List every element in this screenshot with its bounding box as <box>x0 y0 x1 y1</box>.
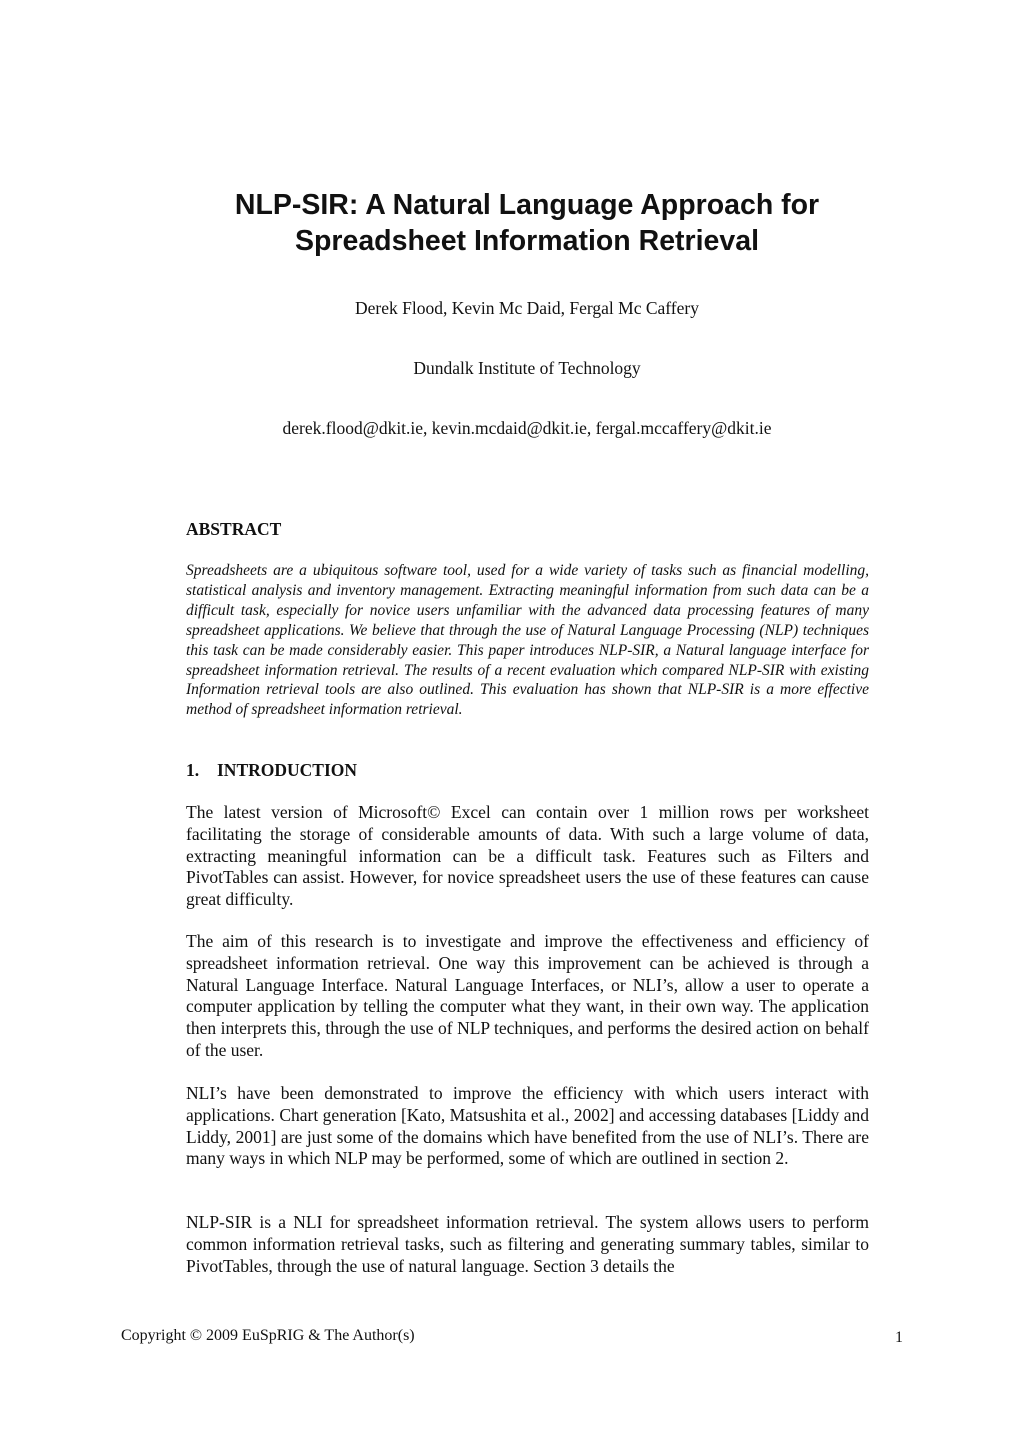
page-number: 1 <box>895 1329 903 1346</box>
intro-paragraph-2: The aim of this research is to investigate and improve the effectiveness and efficiency of spreadsheet information retrieval. One way this improvement can be achieved is through a Natural Language Interface. Natural Language Interfaces, or NLI’s, allow a user to operate a computer application by telling the computer what they want, in their own way. The application then interprets this, through the use of NLP techniques, and performs the desired action on behalf of the user. <box>186 931 869 1060</box>
title-line-2: Spreadsheet Information Retrieval <box>294 225 760 257</box>
author-list: Derek Flood, Kevin Mc Daid, Fergal Mc Caffery <box>355 298 699 318</box>
title-line-1: NLP-SIR: A Natural Language Approach for <box>234 189 820 221</box>
section-title: INTRODUCTION <box>217 760 358 780</box>
intro-paragraph-3: NLI’s have been demonstrated to improve the efficiency with which users interact with applications. Chart generation [Kato, Matsushita et al., 2002] and accessing databases [Liddy and Liddy, 2001] are just some of the domains which have benefited from the use of NLI’s. There are many ways in which NLP may be performed, some of which are outlined in section 2. <box>186 1083 869 1169</box>
intro-paragraph-1: The latest version of Microsoft© Excel can contain over 1 million rows per worksheet facilitating the storage of considerable amounts of data. With such a large volume of data, extracting meaningful information can be a difficult task. Features such as Filters and PivotTables can assist. However, for novice spreadsheet users the use of these features can cause great difficulty. <box>186 802 869 910</box>
section-number: 1. <box>186 760 200 780</box>
intro-paragraph-4: NLP-SIR is a NLI for spreadsheet information retrieval. The system allows users to perform common information retrieval tasks, such as filtering and generating summary tables, similar to PivotTables, through the use of natural language. Section 3 details the <box>186 1212 869 1276</box>
copyright-footer: Copyright © 2009 EuSpRIG & The Author(s) <box>121 1327 415 1344</box>
author-emails: derek.flood@dkit.ie, kevin.mcdaid@dkit.ie, fergal.mccaffery@dkit.ie <box>282 418 772 438</box>
paper-title <box>130 187 924 259</box>
abstract-text: Spreadsheets are a ubiquitous software tool, used for a wide variety of tasks such as financial modelling, statistical analysis and inventory management. Extracting meaningful information from such data can be a difficult task, especially for novice users unfamiliar with the advanced data processing features of many spreadsheet applications. We believe that through the use of Natural Language Processing (NLP) techniques this task can be made considerably easier. This paper introduces NLP-SIR, a Natural language interface for spreadsheet information retrieval. The results of a recent evaluation which compared NLP-SIR with existing Information retrieval tools are also outlined. This evaluation has shown that NLP-SIR is a more effective method of spreadsheet information retrieval. <box>186 562 869 719</box>
affiliation: Dundalk Institute of Technology <box>413 358 641 378</box>
abstract-heading: ABSTRACT <box>186 519 282 539</box>
introduction-heading <box>186 759 357 781</box>
